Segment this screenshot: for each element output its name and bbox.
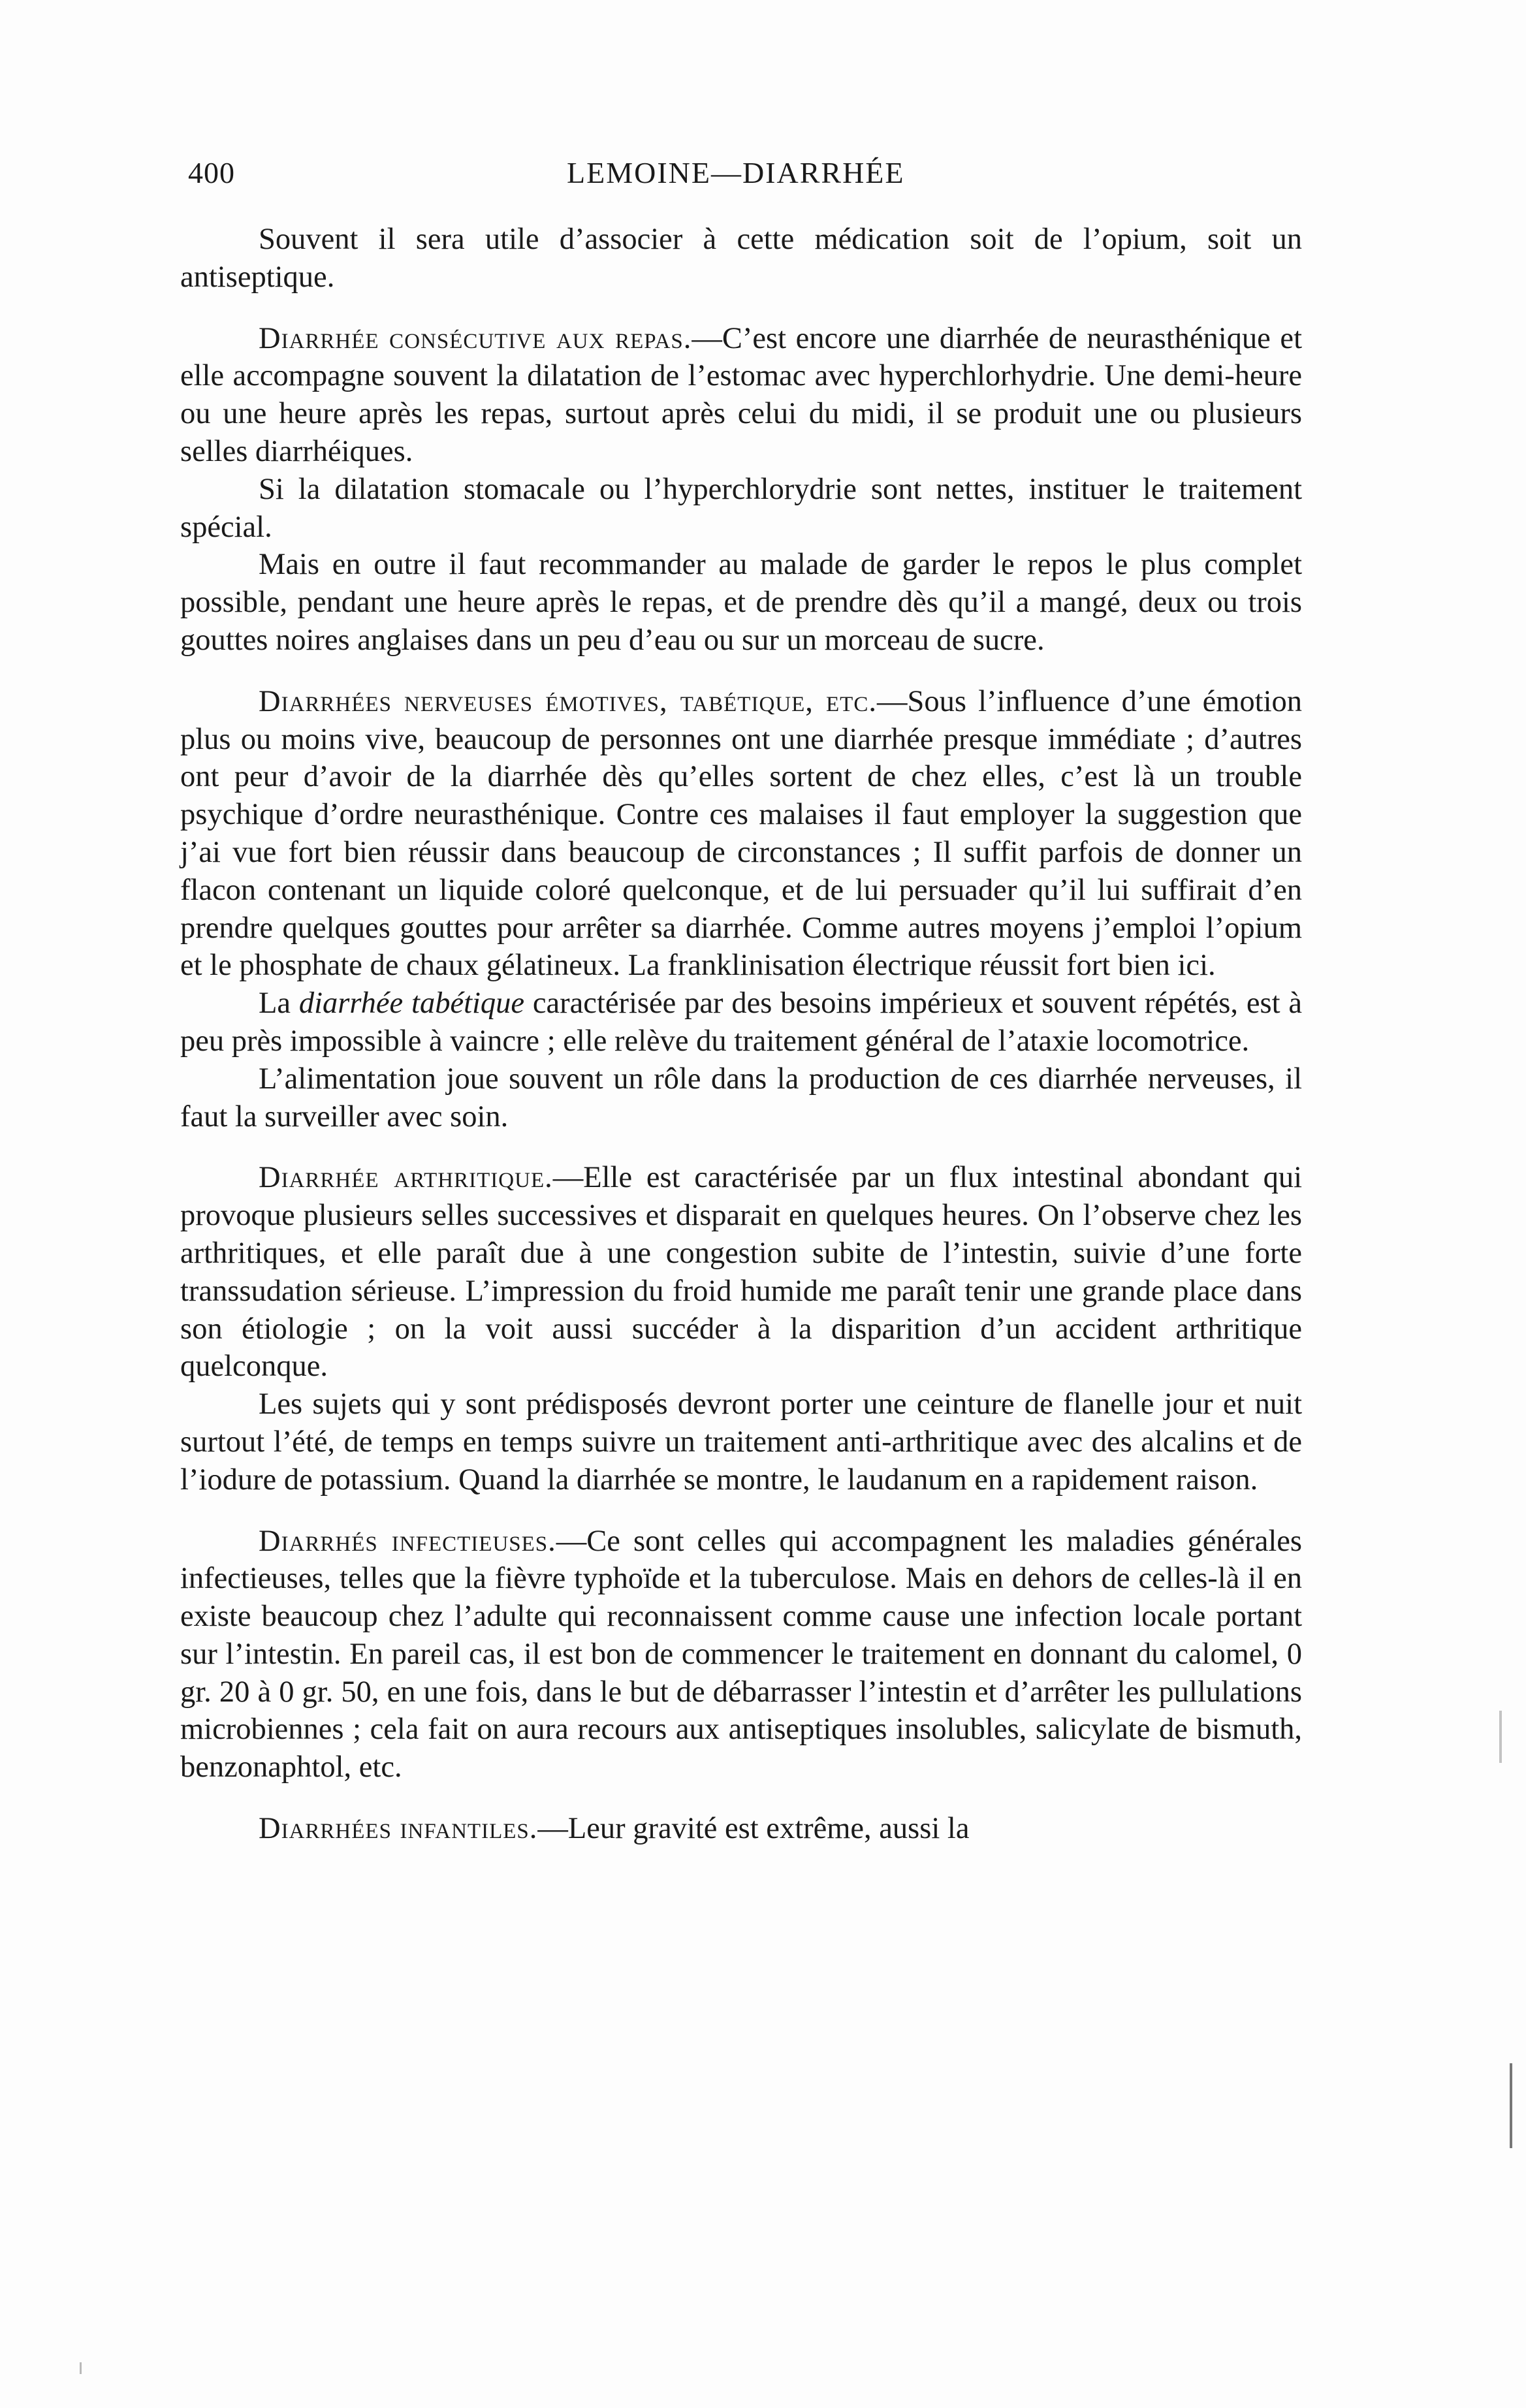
paragraph-text-lead: La bbox=[259, 987, 299, 1021]
body-text bbox=[180, 221, 1302, 1848]
section-heading: Diarrhée arthritique. bbox=[259, 1161, 553, 1195]
paragraph-text: Souvent il sera utile d’associer à cette médication soit de l’opium, soit un antiseptique. bbox=[180, 223, 1302, 294]
paragraph-opium-antiseptic bbox=[180, 221, 1302, 296]
paragraph-text: caractérisée par des besoins impérieux et souvent répétés, est à peu près impossible à vaincre ; elle relève du traitement général de l’ataxie locomotrice. bbox=[180, 987, 1302, 1058]
paragraph-diarrhees-infantiles bbox=[180, 1810, 1302, 1848]
italic-term: diarrhée tabétique bbox=[298, 987, 525, 1021]
paragraph-diarrhee-repas bbox=[180, 320, 1302, 471]
paragraph-diarrhee-tabetique bbox=[180, 985, 1302, 1060]
paragraph-diarrhees-nerveuses bbox=[180, 683, 1302, 985]
paragraph-text: —C’est encore une diarrhée de neurasthénique et elle accompagne souvent la dilatation de l’estomac avec hyperchlorhydrie. Une demi-heure ou une heure après les repas, surtout après celui du midi, il se produit une ou plusieurs selles diarrhéiques. bbox=[180, 321, 1302, 468]
paragraph-text: Mais en outre il faut recommander au malade de garder le repos le plus complet possible, pendant une heure après le repas, et de prendre dès qu’il a mangé, deux ou trois gouttes noires anglaises dans un peu d’eau ou sur un morceau de sucre. bbox=[180, 548, 1302, 657]
page-header bbox=[188, 155, 1298, 201]
section-heading: Diarrhées nerveuses émotives, tabétique, etc. bbox=[259, 684, 877, 718]
paragraph-alimentation bbox=[180, 1060, 1302, 1136]
paragraph-text: —Elle est caractérisée par un flux intestinal abondant qui provoque plusieurs selles successives et disparait en quelques heures. On l’observe chez les arthritiques, et elle paraît due à une congestion subite de l’intestin, suivie d’une forte transsudation sérieuse. L’impression du froid humide me paraît tenir une grande place dans son étiologie ; on la voit aussi succéder à la disparition d’un accident arthritique quelconque. bbox=[180, 1161, 1302, 1384]
section-heading: Diarrhés infectieuses. bbox=[259, 1524, 556, 1558]
paragraph-text: Si la dilatation stomacale ou l’hyperchlorydrie sont nettes, instituer le traitement spécial. bbox=[180, 472, 1302, 544]
paragraph-text: L’alimentation joue souvent un rôle dans la production de ces diarrhée nerveuses, il faut la surveiller avec soin. bbox=[180, 1062, 1302, 1133]
page-number: 400 bbox=[188, 156, 235, 189]
paragraph-diarrhees-infectieuses bbox=[180, 1523, 1302, 1787]
paragraph-diarrhee-arthritique bbox=[180, 1159, 1302, 1386]
paragraph-sujets-predisposes bbox=[180, 1386, 1302, 1498]
section-heading: Diarrhée consécutive aux repas. bbox=[259, 321, 692, 355]
paragraph-text: —Sous l’influence d’une émotion plus ou moins vive, beaucoup de personnes ont une diarrhée presque immédiate ; d’autres ont peur d’avoir de la diarrhée dès qu’elles sortent de chez elles, c’est là un trouble psychique d’ordre neurasthénique. Contre ces malaises il faut employer la suggestion que j’ai vue fort bien réussir dans beaucoup de circonstances ; Il suffit parfois de donner un flacon contenant un liquide coloré quelconque, et de lui persuader qu’il lui suffirait d’en prendre quelques gouttes pour arrêter sa diarrhée. Comme autres moyens j’emploi l’opium et le phosphate de chaux gélatineux. La franklinisation électrique réussit fort bien ici. bbox=[180, 684, 1302, 983]
scan-margin-mark bbox=[1510, 2063, 1512, 2148]
running-title: LEMOINE—DIARRHÉE bbox=[567, 156, 905, 189]
paragraph-repos bbox=[180, 546, 1302, 659]
scan-margin-mark bbox=[1499, 1711, 1502, 1763]
paragraph-traitement-special bbox=[180, 471, 1302, 547]
paragraph-text: Les sujets qui y sont prédisposés devront porter une ceinture de flanelle jour et nuit surtout l’été, de temps en temps suivre un traitement anti-arthritique avec des alcalins et de l’iodure de potassium. Quand la diarrhée se montre, le laudanum en a rapidement raison. bbox=[180, 1387, 1302, 1497]
paragraph-text: —Leur gravité est extrême, aussi la bbox=[537, 1812, 970, 1846]
scan-margin-mark bbox=[80, 2362, 82, 2374]
section-heading: Diarrhées infantiles. bbox=[259, 1812, 538, 1846]
paragraph-text: —Ce sont celles qui accompagnent les maladies générales infectieuses, telles que la fièvre typhoïde et la tuberculose. Mais en dehors de celles-là il en existe beaucoup chez l’adulte qui reconnaissent comme cause une infection locale portant sur l’intestin. En pareil cas, il est bon de commencer le traitement en donnant du calomel, 0 gr. 20 à 0 gr. 50, en une fois, dans le but de débarrasser l’intestin et d’arrêter les pullulations microbiennes ; cela fait on aura recours aux antiseptiques insolubles, salicylate de bismuth, benzonaphtol, etc. bbox=[180, 1524, 1303, 1784]
